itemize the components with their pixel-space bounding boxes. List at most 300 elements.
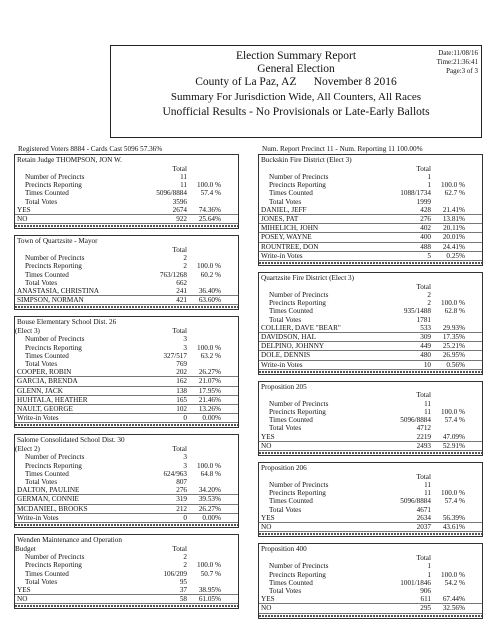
stat-label: Times Counted (25, 270, 69, 279)
stat-label: Times Counted (269, 189, 313, 198)
dotted-divider (15, 605, 238, 607)
stat-percent: 100.0 % (441, 181, 465, 190)
stat-percent: 100.0 % (441, 299, 465, 308)
candidate-percent: 26.27% (198, 368, 221, 377)
stat-percent (431, 481, 465, 489)
stat-label: Times Counted (269, 578, 313, 587)
candidate-row (15, 387, 238, 396)
candidate-name: YES (261, 432, 275, 441)
candidate-row (15, 368, 238, 377)
candidate-percent: 52.91% (442, 441, 465, 450)
candidate-row (259, 252, 482, 261)
stat-percent: 100.0 % (441, 489, 465, 498)
candidate-votes: 162 (176, 377, 187, 386)
race-box (258, 154, 483, 266)
candidate-row (259, 433, 482, 442)
candidate-votes: 276 (176, 486, 187, 495)
candidate-name: DALTON, PAULINE (17, 486, 80, 495)
stat-row (15, 254, 238, 262)
stat-label: Total Votes (269, 197, 302, 206)
precincts-reporting-summary: Num. Report Precinct 11 - Num. Reporting 11 100.00% (262, 145, 423, 153)
candidate-row (15, 405, 238, 414)
candidate-name: NO (261, 523, 272, 532)
stat-label: Total Votes (269, 586, 302, 595)
stat-row (15, 181, 238, 189)
race-box (14, 534, 239, 609)
candidate-row (15, 486, 238, 495)
stat-value: 3 (183, 343, 187, 352)
candidate-votes: 611 (420, 595, 431, 604)
stat-percent (187, 198, 221, 206)
candidate-name: MIHELICH, JOHN (261, 224, 319, 233)
candidate-votes: 202 (176, 368, 187, 377)
candidate-percent: 0.00% (202, 414, 221, 423)
candidate-row (259, 324, 482, 333)
stat-value: 662 (176, 278, 187, 287)
candidate-row (259, 604, 482, 613)
candidate-name: POSEY, WAYNE (261, 233, 312, 242)
stat-value: 4712 (416, 424, 431, 433)
candidate-votes: 2219 (416, 432, 431, 441)
candidate-percent: 21.07% (198, 377, 221, 386)
total-header: Total (172, 444, 187, 453)
stat-label: Total Votes (25, 577, 58, 586)
stat-label: Number of Precincts (269, 399, 329, 408)
candidate-votes: 102 (176, 405, 187, 414)
stat-percent: 62.8 % (444, 307, 465, 316)
candidate-percent: 56.39% (442, 513, 465, 522)
candidate-row (15, 414, 238, 423)
stat-label: Precincts Reporting (269, 181, 326, 190)
stat-value: 2 (183, 262, 187, 271)
candidate-percent: 39.53% (198, 495, 221, 504)
candidate-row (259, 442, 482, 451)
race-subtitle: Budget (15, 544, 36, 553)
stat-percent: 62.7 % (444, 189, 465, 198)
race-title: Wenden Maintenance and Operation (17, 536, 122, 545)
candidate-row (259, 333, 482, 342)
candidate-row (259, 243, 482, 252)
stat-label: Number of Precincts (25, 173, 85, 181)
stat-percent: 100.0 % (197, 461, 221, 470)
stat-percent: 54.2 % (444, 578, 465, 587)
race-total-header (259, 473, 482, 482)
candidate-votes: 488 (420, 242, 431, 251)
stat-value: 1001/1846 (400, 578, 431, 587)
stat-percent: 57.4 % (444, 416, 465, 425)
report-time: Time:21:36:41 (436, 58, 478, 66)
stat-label: Precincts Reporting (25, 561, 82, 570)
stat-value: 327/517 (163, 351, 187, 360)
race-box (14, 434, 239, 528)
stat-label: Precincts Reporting (25, 262, 82, 271)
total-header: Total (172, 164, 187, 173)
candidate-row (259, 233, 482, 242)
stat-percent: 100.0 % (197, 181, 221, 190)
stat-value: 11 (424, 489, 431, 498)
candidate-name: JONES, PAT (261, 215, 299, 224)
race-total-header (259, 283, 482, 292)
stat-row (15, 271, 238, 279)
candidate-percent: 63.60% (198, 296, 221, 305)
candidate-row (15, 215, 238, 224)
stat-percent (187, 553, 221, 561)
stat-label: Times Counted (25, 469, 69, 478)
candidate-percent: 21.41% (442, 205, 465, 214)
stat-percent (187, 173, 221, 181)
stat-row (259, 307, 482, 315)
race-total-header (15, 445, 238, 454)
registered-voters: Registered Voters 8884 - Cards Cast 5096 57.36% (18, 145, 163, 153)
right-column (258, 154, 483, 625)
stat-percent (431, 562, 465, 570)
stat-value: 624/963 (163, 469, 187, 478)
stat-value: 11 (180, 181, 187, 190)
race-total-header (15, 165, 238, 174)
stat-value: 2 (427, 291, 431, 300)
candidate-name: DAVIDSON, HAL (261, 333, 316, 342)
stat-row (259, 562, 482, 570)
stat-percent: 100.0 % (197, 262, 221, 271)
candidate-name: GLENN, JACK (17, 386, 63, 395)
candidate-votes: 922 (176, 215, 187, 224)
candidate-name: COLLIER, DAVE "BEAR" (261, 323, 341, 332)
candidate-percent: 36.40% (198, 287, 221, 296)
county-date: County of La Paz, AZ November 8 2016 (195, 76, 397, 88)
stat-label: Times Counted (269, 307, 313, 316)
race-box (14, 316, 239, 428)
stat-label: Precincts Reporting (269, 570, 326, 579)
candidate-name: YES (17, 585, 31, 594)
stat-label: Times Counted (25, 351, 69, 360)
stat-value: 11 (424, 399, 431, 408)
stat-row (259, 416, 482, 424)
stat-row (259, 400, 482, 408)
stat-row (15, 279, 238, 287)
race-subtitle: (Elect 2) (15, 444, 40, 453)
report-date: Date:11/08/16 (438, 49, 478, 57)
candidate-name: DELPINO, JOHNNY (261, 342, 325, 351)
stat-value: 769 (176, 360, 187, 369)
candidate-name: Write-in Votes (17, 513, 59, 522)
candidate-name: DOLE, DENNIS (261, 351, 311, 360)
candidate-votes: 276 (420, 215, 431, 224)
race-title: Proposition 206 (261, 464, 307, 473)
race-total-header (259, 165, 482, 174)
dotted-divider (15, 424, 238, 426)
candidate-votes: 241 (176, 287, 187, 296)
candidate-percent: 24.41% (442, 242, 465, 251)
stat-label: Precincts Reporting (269, 299, 326, 308)
candidate-name: COOPER, ROBIN (17, 368, 72, 377)
stat-row (15, 360, 238, 368)
total-header: Total (172, 544, 187, 553)
candidate-percent: 74.36% (198, 205, 221, 214)
race-box (14, 154, 239, 229)
dotted-divider (15, 524, 238, 526)
candidate-votes: 533 (420, 323, 431, 332)
stat-percent: 100.0 % (197, 343, 221, 352)
stat-value: 3 (183, 461, 187, 470)
candidate-votes: 0 (183, 513, 187, 522)
candidate-name: Write-in Votes (261, 251, 303, 260)
candidate-name: YES (261, 595, 275, 604)
stat-value: 1781 (416, 315, 431, 324)
left-column (14, 154, 239, 615)
stat-value: 4671 (416, 505, 431, 514)
candidate-row (15, 396, 238, 405)
stat-row (259, 481, 482, 489)
stat-percent (431, 173, 465, 181)
candidate-votes: 5 (427, 251, 431, 260)
stat-label: Total Votes (25, 360, 58, 369)
candidate-percent: 0.00% (202, 513, 221, 522)
candidate-row (15, 595, 238, 604)
candidate-votes: 2634 (416, 513, 431, 522)
stat-percent (431, 291, 465, 299)
candidate-name: YES (17, 205, 31, 214)
stat-percent: 100.0 % (441, 570, 465, 579)
stat-percent (431, 587, 465, 595)
stat-row (15, 344, 238, 352)
dotted-divider (259, 452, 482, 454)
race-title: Salome Consolidated School Dist. 30 (17, 436, 125, 445)
candidate-votes: 0 (183, 414, 187, 423)
candidate-row (15, 296, 238, 305)
dotted-divider (15, 225, 238, 227)
total-header: Total (416, 553, 431, 562)
race-title: Proposition 400 (261, 545, 307, 554)
stat-percent: 57.4 % (200, 189, 221, 198)
stat-label: Number of Precincts (25, 335, 85, 344)
candidate-votes: 2493 (416, 441, 431, 450)
candidate-name: GARCIA, BRENDA (17, 377, 78, 386)
candidate-percent: 26.27% (198, 504, 221, 513)
stat-value: 11 (180, 173, 187, 181)
stat-value: 1088/1734 (400, 189, 431, 198)
stat-label: Number of Precincts (269, 291, 329, 300)
stat-row (15, 478, 238, 486)
stat-label: Precincts Reporting (269, 408, 326, 417)
candidate-row (259, 361, 482, 370)
stat-label: Times Counted (25, 189, 69, 198)
race-title: Buckskin Fire District (Elect 3) (261, 156, 352, 164)
stat-row (259, 299, 482, 307)
total-header: Total (172, 245, 187, 254)
total-header: Total (416, 391, 431, 400)
stat-percent (187, 578, 221, 586)
stat-label: Times Counted (269, 497, 313, 506)
stat-value: 3 (183, 335, 187, 344)
race-title: Town of Quartzsite - Mayor (17, 237, 98, 246)
candidate-row (15, 586, 238, 595)
candidate-row (259, 514, 482, 523)
stat-label: Precincts Reporting (25, 461, 82, 470)
race-subtitle (259, 391, 371, 400)
stat-label: Precincts Reporting (269, 489, 326, 498)
candidate-votes: 480 (420, 351, 431, 360)
candidate-votes: 400 (420, 233, 431, 242)
candidate-votes: 165 (176, 395, 187, 404)
stat-label: Total Votes (25, 478, 58, 487)
stat-percent (431, 424, 465, 432)
stat-value: 5096/8884 (400, 497, 431, 506)
race-box (258, 462, 483, 537)
stat-row (15, 335, 238, 343)
stat-row (15, 561, 238, 569)
candidate-votes: 138 (176, 386, 187, 395)
stat-percent: 100.0 % (441, 408, 465, 417)
stat-label: Number of Precincts (269, 562, 329, 571)
stat-row (259, 181, 482, 189)
stat-value: 11 (424, 481, 431, 490)
stat-row (15, 553, 238, 561)
candidate-percent: 26.95% (442, 351, 465, 360)
stat-row (259, 489, 482, 497)
stat-value: 807 (176, 478, 187, 487)
dotted-divider (259, 533, 482, 535)
stat-row (259, 189, 482, 197)
candidate-name: NO (261, 604, 272, 613)
stat-percent: 100.0 % (197, 561, 221, 570)
stat-percent (187, 335, 221, 343)
stat-row (259, 424, 482, 432)
race-subtitle (259, 283, 371, 292)
candidate-percent: 29.93% (442, 323, 465, 332)
race-subtitle (15, 246, 127, 255)
dotted-divider (259, 615, 482, 617)
candidate-votes: 295 (420, 604, 431, 613)
stat-percent: 64.8 % (200, 469, 221, 478)
stat-value: 1 (427, 570, 431, 579)
race-title: Proposition 205 (261, 382, 307, 391)
candidate-percent: 61.05% (198, 595, 221, 604)
candidate-row (15, 505, 238, 514)
stat-row (259, 316, 482, 324)
total-header: Total (416, 282, 431, 291)
candidate-percent: 0.25% (446, 251, 465, 260)
candidate-percent: 25.64% (198, 215, 221, 224)
stat-value: 2 (183, 254, 187, 263)
stat-value: 1999 (416, 197, 431, 206)
candidate-votes: 449 (420, 342, 431, 351)
candidate-name: Write-in Votes (261, 360, 303, 369)
stat-row (259, 497, 482, 505)
stat-label: Times Counted (269, 416, 313, 425)
race-total-header (15, 545, 238, 554)
stat-label: Number of Precincts (269, 481, 329, 490)
stat-value: 5096/8884 (400, 416, 431, 425)
stat-value: 2 (183, 561, 187, 570)
race-subtitle (15, 165, 127, 174)
candidate-percent: 32.56% (442, 604, 465, 613)
stat-value: 1 (427, 173, 431, 181)
race-box (258, 381, 483, 456)
stat-label: Precincts Reporting (25, 181, 82, 190)
candidate-row (259, 351, 482, 360)
dotted-divider (259, 371, 482, 373)
candidate-percent: 67.44% (442, 595, 465, 604)
candidate-name: ROUNTREE, DON (261, 242, 319, 251)
stat-row (259, 198, 482, 206)
stat-label: Times Counted (25, 569, 69, 578)
candidate-row (259, 206, 482, 215)
race-subtitle (259, 165, 371, 174)
candidate-row (15, 495, 238, 504)
race-title: Bouse Elementary School Dist. 26 (17, 318, 117, 327)
candidate-votes: 58 (179, 595, 187, 604)
total-header: Total (416, 164, 431, 173)
candidate-percent: 38.95% (198, 585, 221, 594)
total-header: Total (172, 326, 187, 335)
candidate-row (259, 224, 482, 233)
stat-value: 2 (183, 553, 187, 562)
stat-percent (187, 453, 221, 461)
stat-percent (187, 478, 221, 486)
stat-value: 3596 (172, 197, 187, 206)
candidate-percent: 13.26% (198, 405, 221, 414)
candidate-row (259, 595, 482, 604)
stat-label: Number of Precincts (269, 173, 329, 181)
candidate-name: MCDANIEL, BROOKS (17, 504, 88, 513)
stat-percent: 57.4 % (444, 497, 465, 506)
stat-row (15, 453, 238, 461)
candidate-name: GERMAN, CONNIE (17, 495, 79, 504)
stat-row (259, 173, 482, 181)
stat-row (259, 587, 482, 595)
candidate-row (259, 215, 482, 224)
stat-percent: 50.7 % (200, 569, 221, 578)
candidate-name: NO (17, 215, 28, 224)
candidate-percent: 25.21% (442, 342, 465, 351)
candidate-votes: 319 (176, 495, 187, 504)
candidate-percent: 34.20% (198, 486, 221, 495)
candidate-name: SIMPSON, NORMAN (17, 296, 84, 305)
candidate-percent: 21.46% (198, 395, 221, 404)
race-total-header (15, 246, 238, 255)
stat-percent (431, 506, 465, 514)
stat-value: 95 (179, 577, 187, 586)
stat-row (259, 408, 482, 416)
stat-label: Total Votes (25, 278, 58, 287)
candidate-percent: 43.61% (442, 523, 465, 532)
candidate-name: NO (261, 441, 272, 450)
stat-row (15, 462, 238, 470)
stat-percent (187, 254, 221, 262)
stat-label: Number of Precincts (25, 553, 85, 562)
report-header (110, 45, 482, 138)
stat-row (259, 571, 482, 579)
candidate-name: DANIEL, JEFF (261, 205, 307, 214)
stat-value: 11 (424, 408, 431, 417)
stat-value: 2 (427, 299, 431, 308)
stat-label: Number of Precincts (25, 453, 85, 462)
stat-value: 3 (183, 453, 187, 462)
candidate-row (15, 287, 238, 296)
dotted-divider (259, 262, 482, 264)
stat-row (15, 189, 238, 197)
race-subtitle (259, 473, 371, 482)
candidate-row (15, 206, 238, 215)
race-box (258, 272, 483, 375)
candidate-percent: 17.35% (442, 333, 465, 342)
stat-value: 1 (427, 562, 431, 571)
stat-label: Precincts Reporting (25, 343, 82, 352)
stat-value: 1 (427, 181, 431, 190)
stat-percent (431, 316, 465, 324)
candidate-row (259, 523, 482, 532)
stat-row (259, 291, 482, 299)
